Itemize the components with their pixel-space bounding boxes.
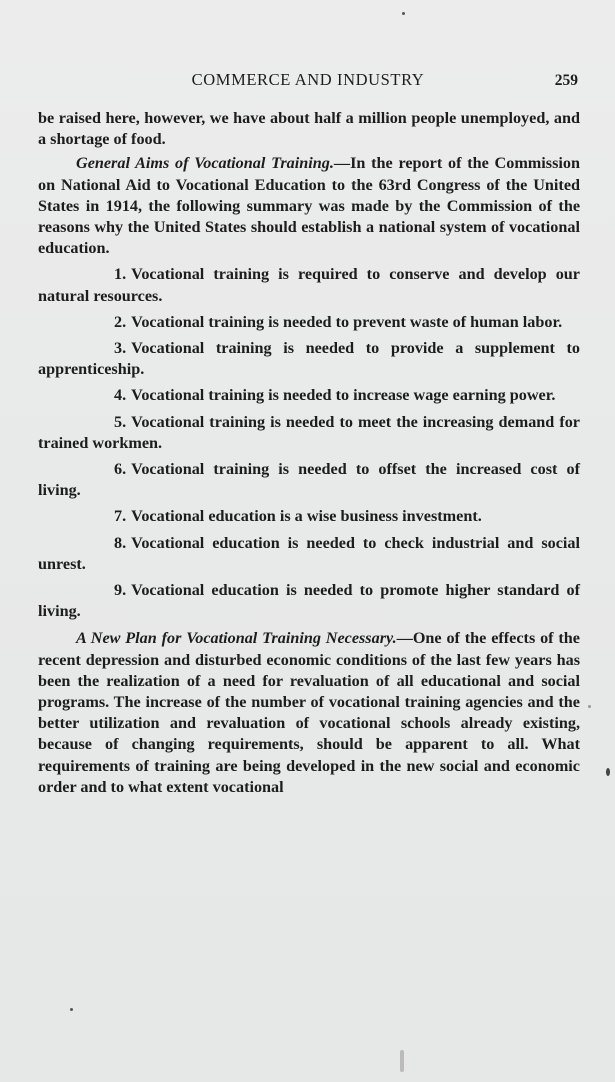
- list-item-6: [38, 459, 580, 501]
- list-text: Vocational education is a wise business investment.: [131, 507, 482, 526]
- list-item-9: [38, 580, 580, 622]
- scan-speck: [588, 705, 591, 708]
- list-item-4: [38, 385, 580, 406]
- list-item-8: [38, 533, 580, 575]
- list-number: 7.: [114, 507, 127, 526]
- opening-paragraph: be raised here, however, we have about half a million people unemployed, and a shortage of food.: [38, 109, 580, 149]
- list-number: 3.: [114, 339, 127, 358]
- scan-speck: [402, 12, 405, 15]
- aims-heading: General Aims of Vocational Training.: [76, 154, 334, 173]
- list-number: 6.: [114, 460, 127, 479]
- page-header: [38, 70, 578, 94]
- scan-speck: [400, 1050, 404, 1072]
- list-number: 1.: [114, 265, 127, 284]
- page-number: 259: [554, 72, 578, 89]
- list-item-5: [38, 412, 580, 454]
- list-text: Vocational training is needed to meet the increasing demand for trained workmen.: [38, 412, 580, 452]
- list-item-2: [38, 312, 580, 333]
- aims-paragraph: [38, 153, 580, 259]
- list-number: 4.: [114, 386, 127, 405]
- scan-speck: [70, 1008, 73, 1011]
- new-plan-paragraph: [38, 628, 580, 798]
- list-item-3: [38, 338, 580, 380]
- new-plan-heading: A New Plan for Vocational Training Necessary.: [76, 629, 397, 648]
- list-text: Vocational training is required to conserve and develop our natural resources.: [38, 265, 580, 305]
- list-number: 8.: [114, 533, 127, 552]
- list-number: 5.: [114, 412, 127, 431]
- list-text: Vocational training is needed to offset the increased cost of living.: [38, 460, 580, 500]
- list-text: Vocational training is needed to increase wage earning power.: [131, 386, 556, 405]
- list-text: Vocational training is needed to provide a supplement to apprenticeship.: [38, 339, 580, 379]
- list-number: 2.: [114, 312, 127, 331]
- running-head: COMMERCE AND INDUSTRY: [191, 70, 425, 89]
- list-item-1: [38, 264, 580, 306]
- list-text: Vocational training is needed to prevent waste of human labor.: [131, 312, 563, 331]
- aims-text: —In the report of the Commission on National Aid to Vocational Education to the 63rd Congress of the United States in 1914, the following summary was made by the Commission of the reasons why the United States should establish a national system of vocational education.: [38, 154, 580, 258]
- list-number: 9.: [114, 581, 127, 600]
- new-plan-text: —One of the effects of the recent depression and disturbed economic conditions of the last few years has been the realization of a need for revaluation of all educational and social programs. The increase of the number of vocational training agencies and the better utilization and revaluation of vocational schools already existing, because of changing requirements, should be apparent to all. What requirements of training are being developed in the new social and economic order and to what extent vocational: [38, 629, 580, 796]
- list-item-7: [38, 506, 580, 527]
- page-body: [38, 108, 580, 798]
- list-text: Vocational education is needed to check industrial and social unrest.: [38, 533, 580, 573]
- scan-speck: [606, 768, 610, 776]
- list-text: Vocational education is needed to promote higher standard of living.: [38, 581, 580, 621]
